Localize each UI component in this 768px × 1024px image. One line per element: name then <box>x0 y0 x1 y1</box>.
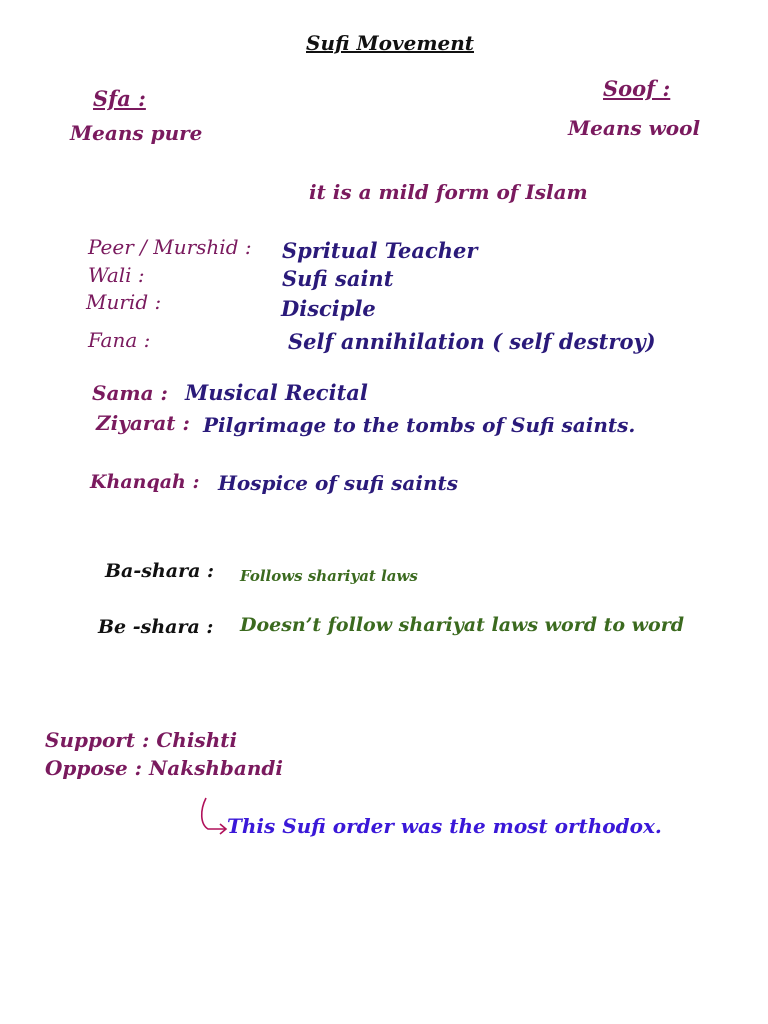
term-ba-shara: Ba-shara : <box>105 560 215 582</box>
curved-arrow-icon <box>198 796 228 836</box>
definition-ba-shara: Follows shariyat laws <box>240 567 418 585</box>
definition-be-shara: Doesn’t follow shariyat laws word to word <box>240 614 684 636</box>
term-khanqah: Khanqah : <box>90 471 200 493</box>
definition-khanqah: Hospice of sufi saints <box>218 471 459 495</box>
support-order: Support : Chishti <box>45 728 238 752</box>
term-peer-murshid: Peer / Murshid : <box>88 235 252 259</box>
term-murid: Murid : <box>86 290 162 314</box>
term-fana: Fana : <box>88 328 151 352</box>
definition-sama: Musical Recital <box>185 380 368 405</box>
description: it is a mild form of Islam <box>309 180 588 204</box>
term-be-shara: Be -shara : <box>98 616 214 638</box>
definition-peer-murshid: Spritual Teacher <box>282 238 478 263</box>
soof-meaning: Means wool <box>568 116 701 140</box>
sfa-meaning: Means pure <box>70 121 203 145</box>
sfa-term: Sfa : <box>93 86 146 111</box>
term-sama: Sama : <box>92 381 168 405</box>
definition-fana: Self annihilation ( self destroy) <box>288 329 656 354</box>
page-title: Sufi Movement <box>306 31 474 55</box>
oppose-order: Oppose : Nakshbandi <box>45 756 283 780</box>
definition-murid: Disciple <box>281 296 376 321</box>
term-wali: Wali : <box>88 263 145 287</box>
definition-ziyarat: Pilgrimage to the tombs of Sufi saints. <box>203 413 636 437</box>
soof-term: Soof : <box>603 76 671 101</box>
orthodox-note: This Sufi order was the most orthodox. <box>227 814 662 838</box>
definition-wali: Sufi saint <box>282 266 394 291</box>
term-ziyarat: Ziyarat : <box>96 411 190 435</box>
